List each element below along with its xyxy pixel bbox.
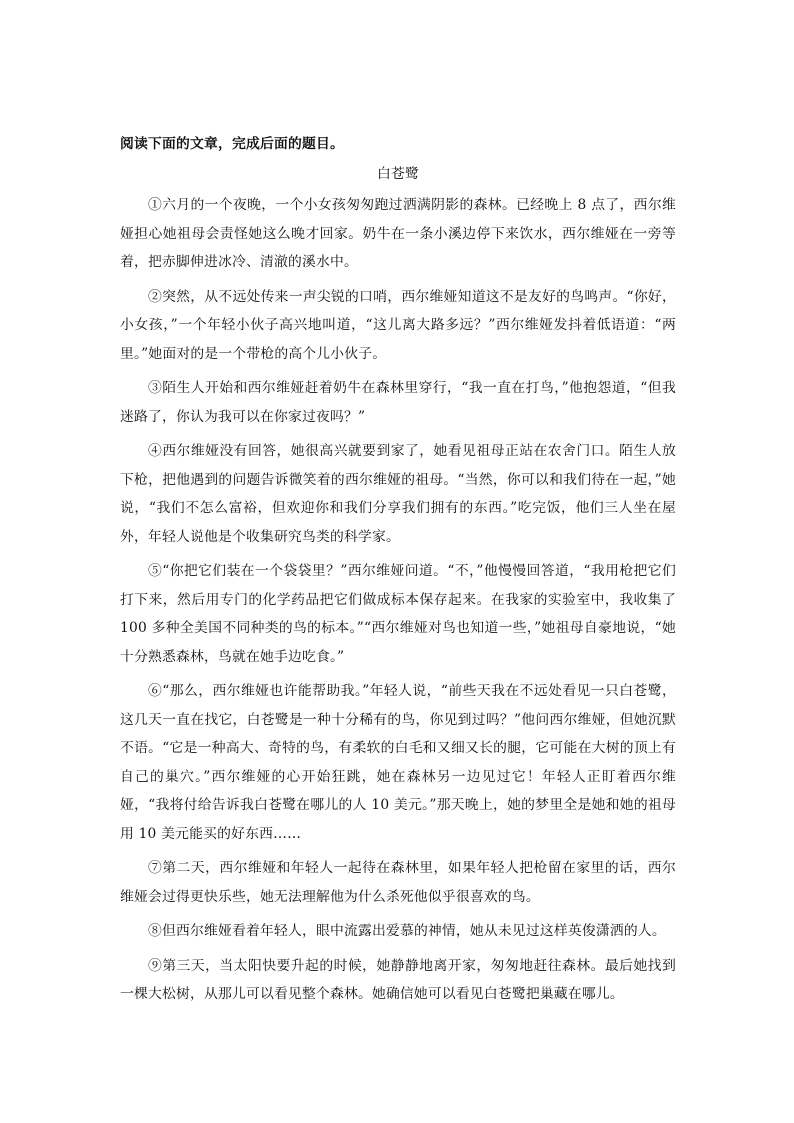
paragraph-2: ②突然，从不远处传来一声尖锐的口哨，西尔维娅知道这不是友好的鸟鸣声。“你好，小女孩，”一个年轻小伙子高兴地叫道，“这儿离大路多远？”西尔维娅发抖着低语道：“两里。”她面对的是一个带枪的高个儿小伙子。: [120, 288, 676, 362]
reading-instruction: 阅读下面的文章，完成后面的题目。: [120, 136, 344, 152]
paragraph-8: ⑧但西尔维娅看着年轻人，眼中流露出爱慕的神情，她从未见过这样英俊潇洒的人。: [148, 923, 666, 939]
paragraph-9: ⑨第三天，当太阳快要升起的时候，她静静地离开家，匆匆地赶往森林。最后她找到一棵大松树，从那儿可以看见整个森林。她确信她可以看见白苍鹭把巢藏在哪儿。: [120, 957, 676, 1002]
paragraph-1: ①六月的一个夜晚，一个小女孩匆匆跑过洒满阴影的森林。已经晚上 8 点了，西尔维娅担心她祖母会责怪她这么晚才回家。奶牛在一条小溪边停下来饮水，西尔维娅在一旁等着，把赤脚伸进冰冷、清澈的溪水中。: [120, 197, 676, 270]
document-page: [120, 130, 676, 1015]
paragraph-3: ③陌生人开始和西尔维娅赶着奶牛在森林里穿行，“我一直在打鸟，”他抱怨道，“但我迷路了，你认为我可以在你家过夜吗？”: [120, 380, 676, 425]
paragraph-6: ⑥“那么，西尔维娅也许能帮助我。”年轻人说，“前些天我在不远处看见一只白苍鹭，这几天一直在找它，白苍鹭是一种十分稀有的鸟，你见到过吗？”他问西尔维娅，但她沉默不语。“它是一种高大、奇特的鸟，有柔软的白毛和又细又长的腿，它可能在大树的顶上有自己的巢穴。”西尔维娅的心开始狂跳，她在森林另一边见过它！年轻人正盯着西尔维娅，“我将付给告诉我白苍鹭在哪儿的人 10 美元。”那天晚上，她的梦里全是她和她的祖母用 10 美元能买的好东西……: [120, 683, 676, 842]
paragraph-5: ⑤“你把它们装在一个袋袋里？”西尔维娅问道。“不，”他慢慢回答道，“我用枪把它们打下来，然后用专门的化学药品把它们做成标本保存起来。在我家的实验室中，我收集了 100 多种全美国不同种类的鸟的标本。”“西尔维娅对鸟也知道一些，”她祖母自豪地说，“她十分熟悉森林，鸟就在她手边吃食。”: [120, 563, 676, 665]
paragraph-4: ④西尔维娅没有回答，她很高兴就要到家了，她看见祖母正站在农舍门口。陌生人放下枪，把他遇到的问题告诉微笑着的西尔维娅的祖母。“当然，你可以和我们待在一起，”她说，“我们不怎么富裕，但欢迎你和我们分享我们拥有的东西。”吃完饭，他们三人坐在屋外，年轻人说他是个收集研究鸟类的科学家。: [120, 443, 676, 545]
article-title: 白苍鹭: [377, 166, 419, 182]
paragraph-7: ⑦第二天，西尔维娅和年轻人一起待在森林里，如果年轻人把枪留在家里的话，西尔维娅会过得更快乐些，她无法理解他为什么杀死他似乎很喜欢的鸟。: [120, 860, 676, 905]
